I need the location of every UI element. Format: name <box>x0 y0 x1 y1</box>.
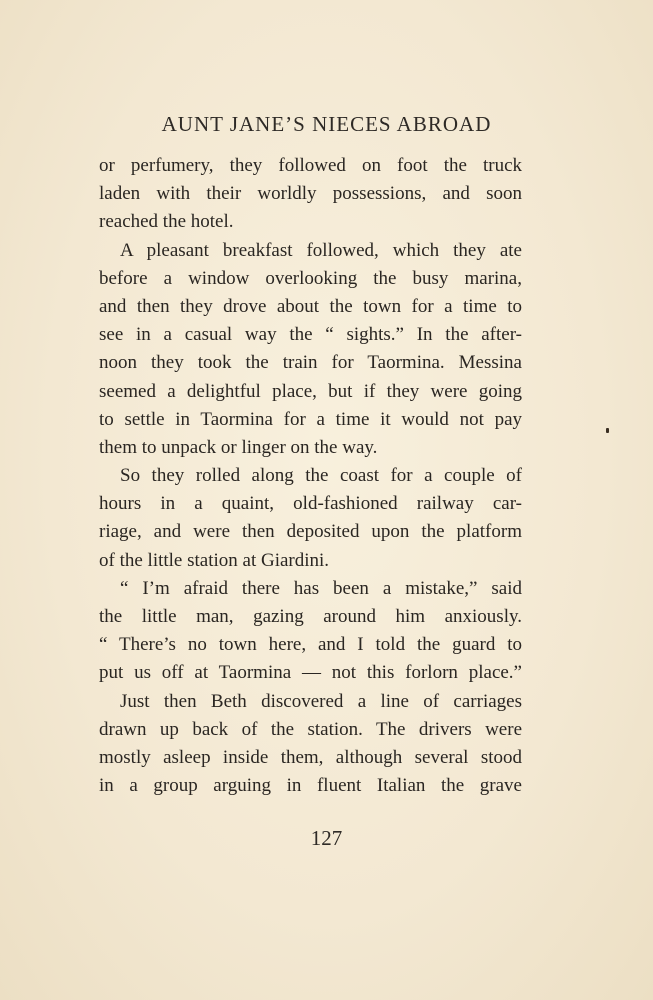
text-line: hours in a quaint, old-fashioned railway car- <box>99 493 522 515</box>
text-line: noon they took the train for Taormina. Messina <box>99 352 522 374</box>
text-line: them to unpack or linger on the way. <box>99 436 378 458</box>
text-line: reached the hotel. <box>99 211 234 233</box>
running-head: AUNT JANE’S NIECES ABROAD <box>161 112 492 136</box>
text-line: to settle in Taormina for a time it would not pay <box>99 408 522 430</box>
text-line: “ There’s no town here, and I told the guard to <box>99 634 522 656</box>
text-line: put us off at Taormina — not this forlorn place.” <box>99 662 522 684</box>
body-text <box>99 152 522 800</box>
text-line: or perfumery, they followed on foot the truck <box>99 155 522 176</box>
text-line: drawn up back of the station. The drivers were <box>99 718 522 740</box>
text-line: the little man, gazing around him anxiously. <box>99 606 522 627</box>
text-line: A pleasant breakfast followed, which they ate <box>120 239 522 261</box>
page-number: 127 <box>310 826 343 850</box>
text-line: see in a casual way the “ sights.” In the after- <box>99 324 522 346</box>
text-line: “ I’m afraid there has been a mistake,” said <box>120 577 522 599</box>
text-line: of the little station at Giardini. <box>99 549 330 571</box>
text-line: before a window overlooking the busy marina, <box>99 267 522 289</box>
text-line: riage, and were then deposited upon the platform <box>99 521 522 543</box>
text-line: and then they drove about the town for a time to <box>99 295 522 317</box>
text-line: So they rolled along the coast for a couple of <box>120 465 522 487</box>
ink-speck <box>606 428 609 433</box>
text-line: mostly asleep inside them, although several stood <box>99 746 522 768</box>
text-line: laden with their worldly possessions, and soon <box>99 183 522 205</box>
text-line: Just then Beth discovered a line of carriages <box>120 690 522 712</box>
text-line: in a group arguing in fluent Italian the grave <box>99 775 522 797</box>
text-line: seemed a delightful place, but if they were going <box>99 380 522 402</box>
